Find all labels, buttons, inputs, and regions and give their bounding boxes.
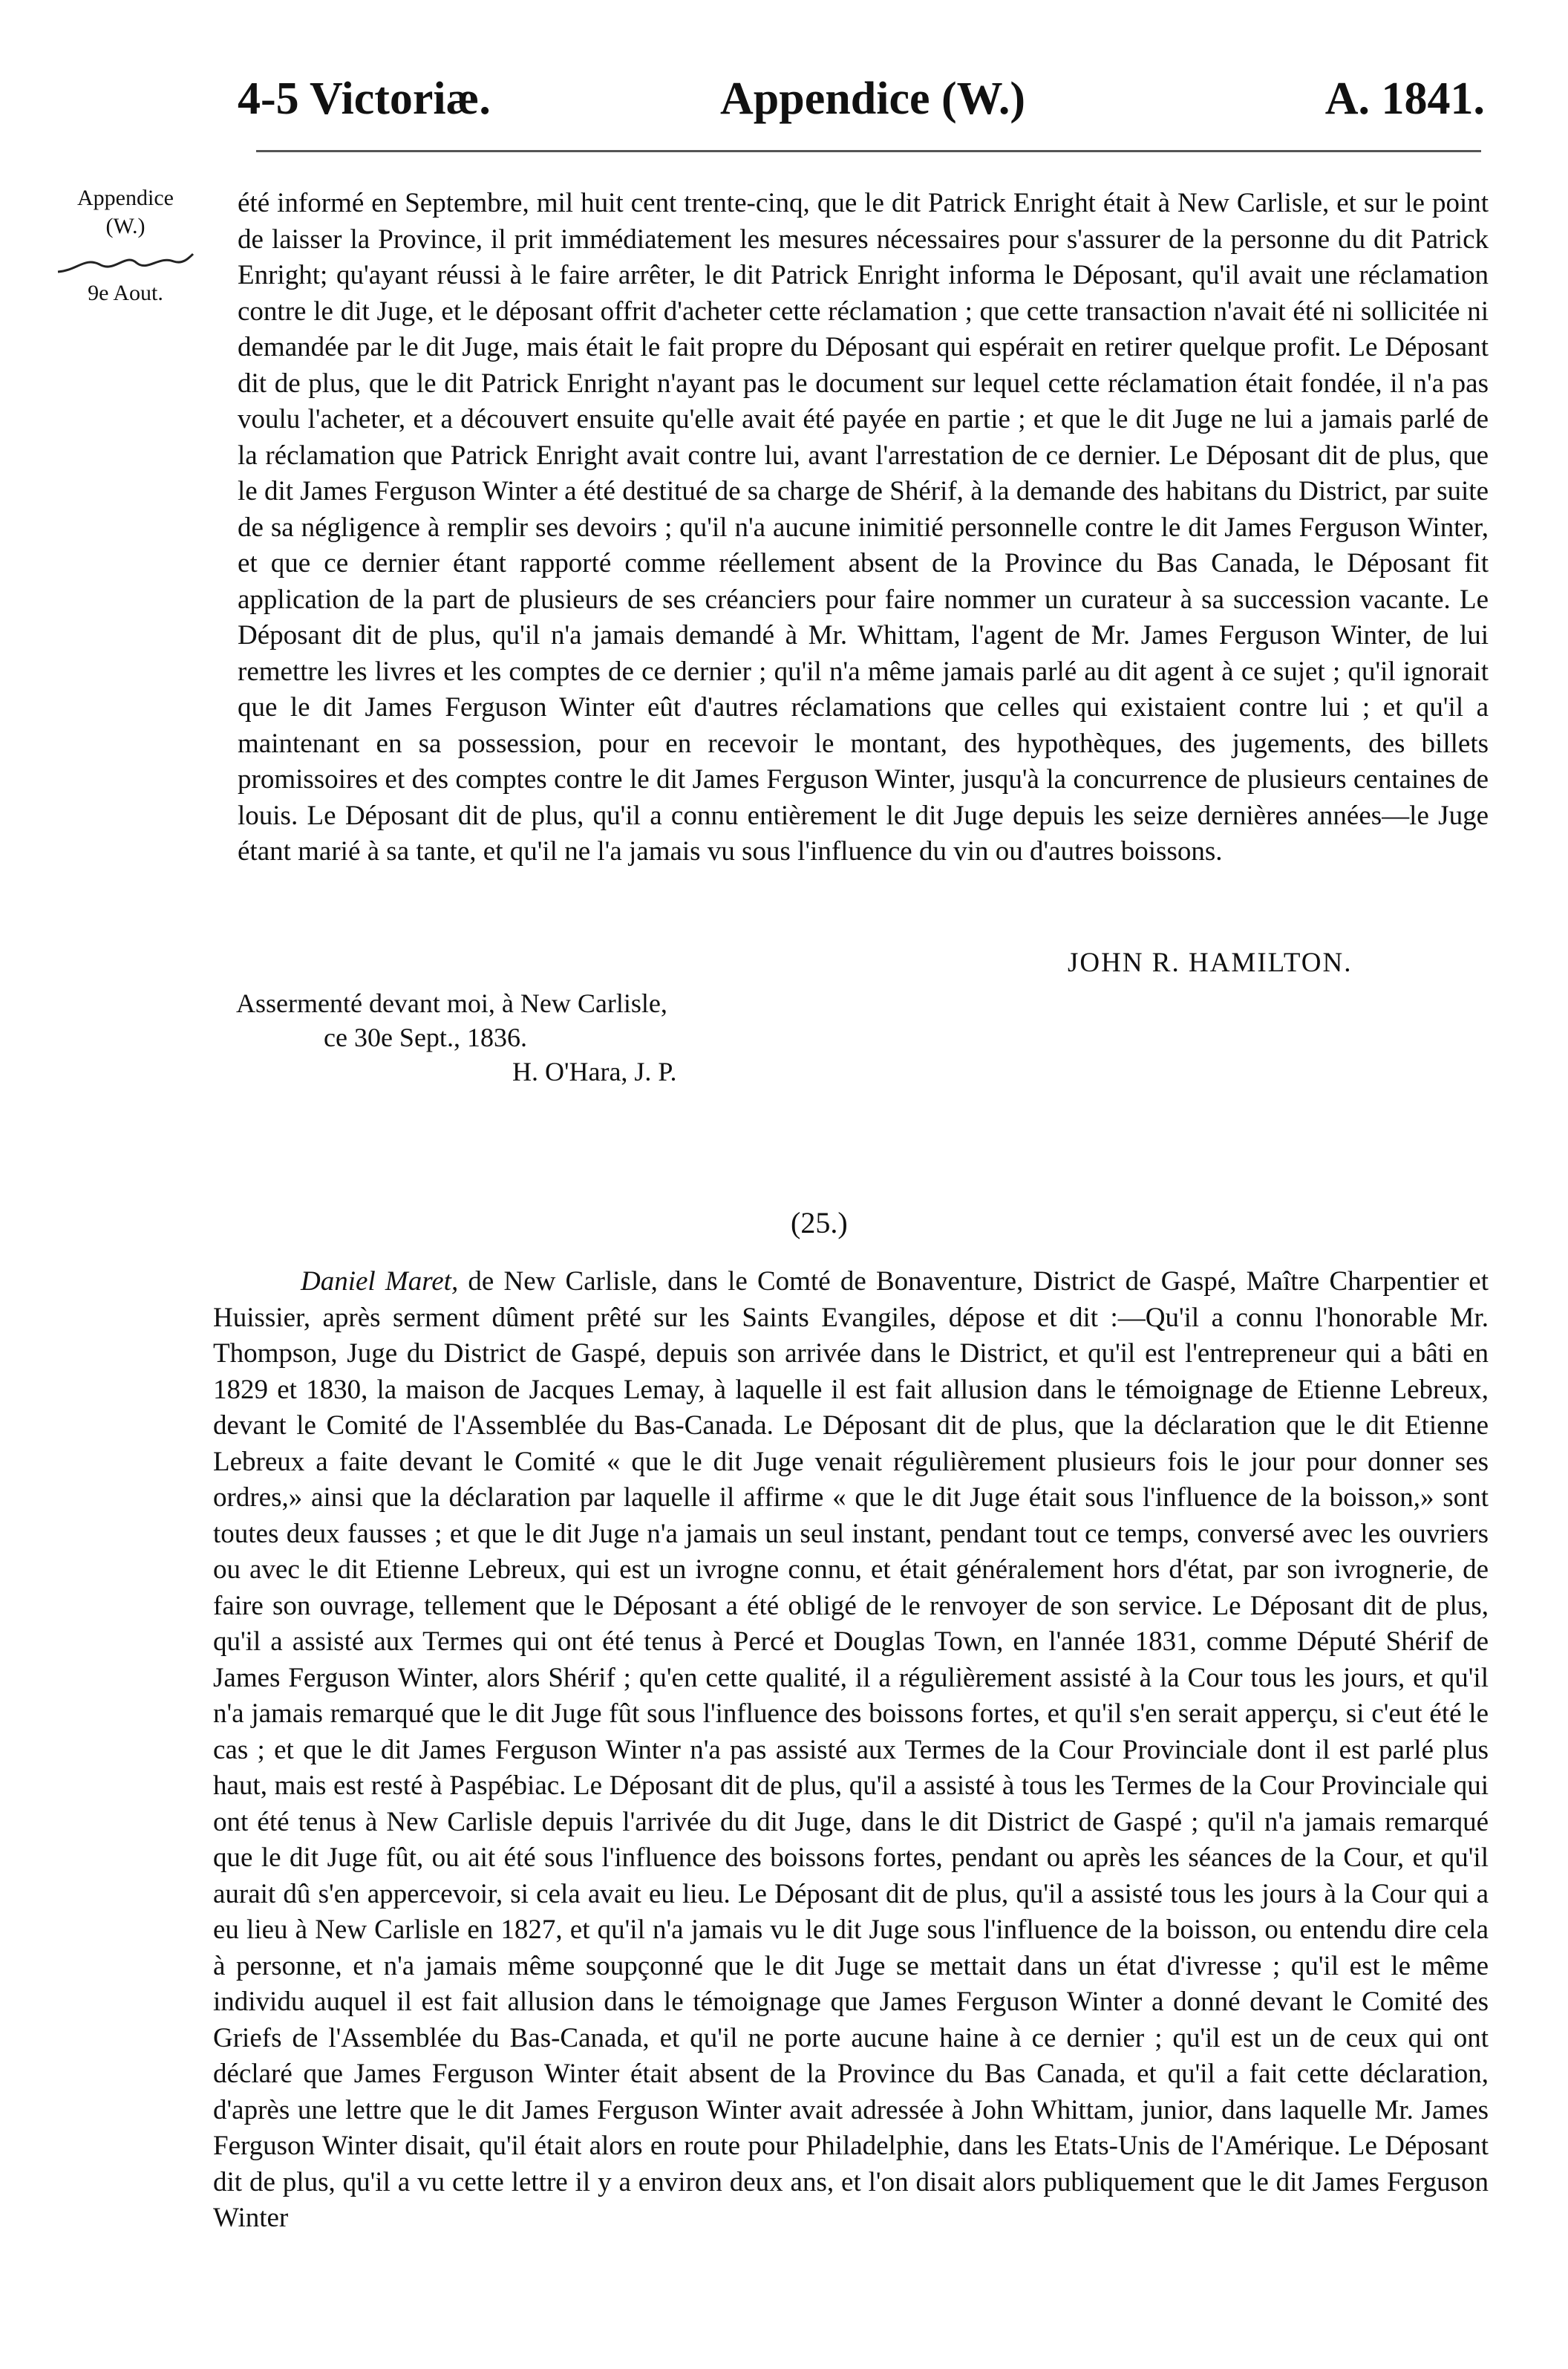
- affidavit-maret-text: de New Carlisle, dans le Comté de Bonaventure, District de Gaspé, Maître Charpentier et Huissier, après serment dûment prêté sur les Saints Evangiles, dépose et dit :—Qu'il a connu l'honorable Mr. Thompson, Juge du District de Gaspé, depuis son arrivée dans le District, et qu'il est l'entrepreneur qui a bâti en 1829 et 1830, la maison de Jacques Lemay, à laquelle il est fait allusion dans le témoignage de Etienne Lebreux, devant le Comité de l'Assemblée du Bas-Canada. Le Déposant dit de plus, que la déclaration que le dit Etienne Lebreux a faite devant le Comité « que le dit Juge venait régulièrement plusieurs fois le jour pour donner ses ordres,» ainsi que la déclaration par laquelle il affirme « que le dit Juge était sous l'influence de la boisson,» sont toutes deux fausses ; et que le dit Juge n'a jamais un seul instant, pendant tout ce temps, conversé avec les ouvriers ou avec le dit Etienne Lebreux, qui est un ivrogne connu, et était généralement hors d'état, par son ivrognerie, de faire son ouvrage, tellement que le Déposant a été obligé de le renvoyer de son service. Le Déposant dit de plus, qu'il a assisté aux Termes qui ont été tenus à Percé et Douglas Town, en l'année 1831, comme Député Shérif de James Ferguson Winter, alors Shérif ; qu'en cette qualité, il a régulièrement assisté à la Cour tous les jours, et qu'il n'a jamais remarqué que le dit Juge fût sous l'influence des boissons fortes, et qu'il s'en serait apperçu, si c'eut été le cas ; et que le dit James Ferguson Winter n'a pas assisté aux Termes de la Cour Provinciale dont il est parlé plus haut, mais est resté à Paspébiac. Le Déposant dit de plus, qu'il a assisté à tous les Termes de la Cour Provinciale qui ont été tenus à New Carlisle depuis l'arrivée du dit Juge, dans le dit District de Gaspé ; qu'il n'a jamais remarqué que le dit Juge fût, ou ait été sous l'influence des boissons fortes, pendant ou après les séances de la Cour, et qu'il aurait dû s'en appercevoir, si cela avait eu lieu. Le Déposant dit de plus, qu'il a assisté tous les jours à la Cour qui a eu lieu à New Carlisle en 1827, et qu'il n'a jamais vu le dit Juge sous l'influence de la boisson, ou entendu dire cela à personne, et n'a jamais même soupçonné que le dit Juge se mettait dans un état d'ivresse ; qu'il est le même individu auquel il est fait allusion dans le témoignage que James Ferguson Winter a donné devant le Comité des Griefs de l'Assemblée du Bas-Canada, et qu'il ne porte aucune haine à ce dernier ; qu'il est un de ceux qui ont déclaré que James Ferguson Winter était absent de la Province du Bas Canada, et qu'il a fait cette déclaration, d'après une lettre que le dit James Ferguson Winter avait adressée à John Whittam, junior, dans laquelle Mr. James Ferguson Winter disait, qu'il était alors en route pour Philadelphie, dans les Etats-Unis de l'Amérique. Le Déposant dit de plus, qu'il a vu cette lettre il y a environ deux ans, et l'on disait alors publiquement que le dit James Ferguson Winter: [213, 1266, 1489, 2233]
- margin-date: 9e Aout.: [88, 281, 163, 305]
- deponent-name: Daniel Maret,: [301, 1266, 459, 1297]
- jurat: [236, 986, 676, 1089]
- header-appendix: Appendice (W.): [720, 74, 1026, 124]
- header-rule: [256, 150, 1481, 152]
- jurat-line-1: Assermenté devant moi, à New Carlisle,: [236, 988, 667, 1018]
- margin-note: [40, 184, 211, 307]
- margin-flourish-icon: [55, 250, 196, 276]
- page-header: [238, 73, 1485, 132]
- signature-hamilton: JOHN R. HAMILTON.: [1068, 948, 1353, 978]
- margin-appendix: Appendice: [77, 186, 174, 210]
- jurat-line-2: ce 30e Sept., 1836.: [324, 1023, 527, 1052]
- header-session: 4-5 Victoriæ.: [238, 74, 491, 124]
- header-year: A. 1841.: [1324, 74, 1485, 124]
- affidavit-maret: [213, 1264, 1489, 2237]
- margin-appendix-letter: (W.): [105, 214, 146, 238]
- jurat-line-3: H. O'Hara, J. P.: [512, 1057, 677, 1086]
- section-number: (25.): [791, 1206, 848, 1239]
- affidavit-hamilton-text: été informé en Septembre, mil huit cent trente-cinq, que le dit Patrick Enright était à New Carlisle, et sur le point de laisser la Province, il prit immédiatement les mesures nécessaires pour s'assurer de la personne du dit Patrick Enright; qu'ayant réussi à le faire arrêter, le dit Patrick Enright informa le Déposant, qu'il avait une réclamation contre le dit Juge, et le déposant offrit d'acheter cette réclamation ; que cette transaction n'avait été ni sollicitée ni demandée par le dit Juge, mais était le fait propre du Déposant qui espérait en retirer quelque profit. Le Déposant dit de plus, que le dit Patrick Enright n'ayant pas le document sur lequel cette réclamation était fondée, il n'a pas voulu l'acheter, et a découvert ensuite qu'elle avait été payée en partie ; et que le dit Juge ne lui a jamais parlé de la réclamation que Patrick Enright avait contre lui, avant l'arrestation de ce dernier. Le Déposant dit de plus, que le dit James Ferguson Winter a été destitué de sa charge de Shérif, à la demande des habitans du District, par suite de sa négligence à remplir ses devoirs ; qu'il n'a aucune inimitié personnelle contre le dit James Ferguson Winter, et que ce dernier étant rapporté comme réellement absent de la Province du Bas Canada, le Déposant fit application de la part de plusieurs de ses créanciers pour faire nommer un curateur à sa succession vacante. Le Déposant dit de plus, qu'il n'a jamais demandé à Mr. Whittam, l'agent de Mr. James Ferguson Winter, de lui remettre les livres et les comptes de ce dernier ; qu'il n'a même jamais parlé au dit agent à ce sujet ; qu'il ignorait que le dit James Ferguson Winter eût d'autres réclamations que celles qui existaient contre lui ; et qu'il a maintenant en sa possession, pour en recevoir le montant, des hypothèques, des jugements, des billets promissoires et des comptes contre le dit James Ferguson Winter, jusqu'à la concurrence de plusieurs centaines de louis. Le Déposant dit de plus, qu'il a connu entièrement le dit Juge depuis les seize dernières années—le Juge étant marié à sa tante, et qu'il ne l'a jamais vu sous l'influence du vin ou d'autres boissons.: [238, 188, 1489, 867]
